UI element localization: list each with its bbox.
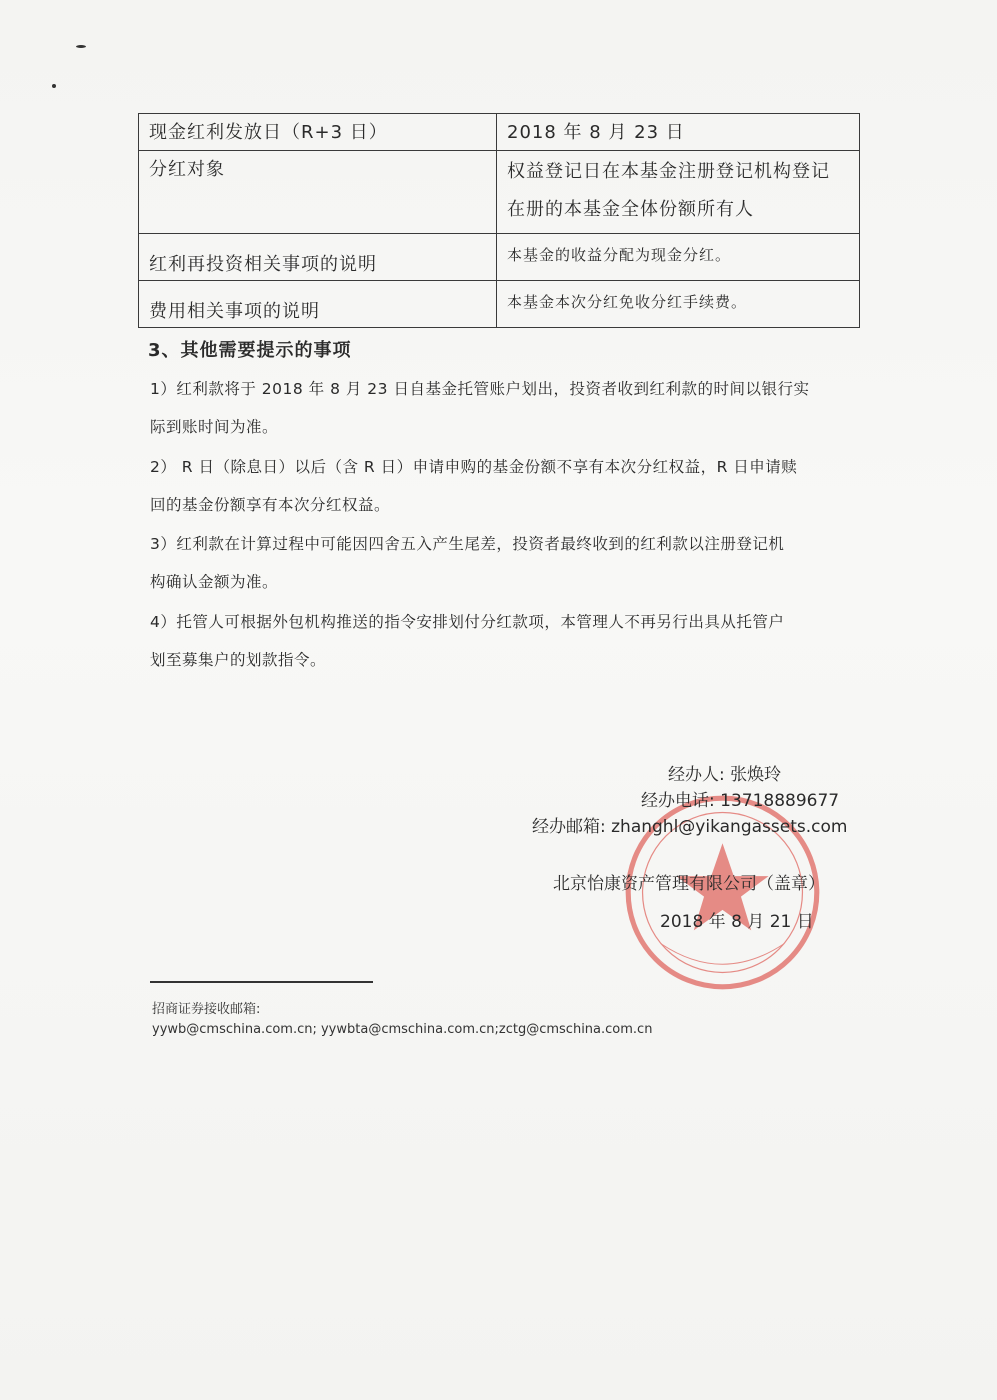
handler-email: 经办邮箱: zhanghl@yikangassets.com: [532, 817, 848, 837]
list-item: [150, 370, 850, 446]
table-cell-value: 2018 年 8 月 23 日: [497, 114, 860, 151]
item-line: 际到账时间为准。: [150, 418, 279, 436]
table-cell-value: 本基金的收益分配为现金分红。: [497, 234, 860, 281]
list-item: [150, 448, 850, 524]
table-cell-label: 分红对象: [139, 151, 497, 234]
list-item: [150, 525, 850, 601]
table-row: [139, 151, 860, 234]
footnote-divider: [150, 981, 373, 983]
footnote-label: 招商证券接收邮箱:: [152, 1002, 261, 1017]
handler-phone: 经办电话: 13718889677: [641, 791, 840, 811]
handler-name: 经办人: 张焕玲: [668, 765, 782, 785]
table-row: [139, 234, 860, 281]
item-line: 划至募集户的划款指令。: [150, 651, 327, 669]
table-cell-label: 红利再投资相关事项的说明: [139, 234, 497, 281]
section-title: 3、其他需要提示的事项: [148, 340, 352, 361]
signature-date: 2018 年 8 月 21 日: [660, 912, 814, 932]
dividend-info-table: [138, 113, 860, 328]
table-row: [139, 114, 860, 151]
table-cell-value: 本基金本次分红免收分红手续费。: [497, 281, 860, 328]
scan-speck: [52, 84, 56, 88]
item-line: 3）红利款在计算过程中可能因四舍五入产生尾差，投资者最终收到的红利款以注册登记机: [150, 535, 785, 553]
value-line: 在册的本基金全体份额所有人: [507, 199, 754, 220]
table-cell-value: [497, 151, 860, 234]
company-name: 北京怡康资产管理有限公司（盖章）: [553, 874, 825, 894]
scan-speck: [76, 45, 86, 48]
list-item: [150, 603, 850, 679]
table-cell-label: 现金红利发放日（R+3 日）: [139, 114, 497, 151]
table-row: [139, 281, 860, 328]
footnote-emails: yywb@cmschina.com.cn; yywbta@cmschina.com.cn;zctg@cmschina.com.cn: [152, 1022, 653, 1037]
item-line: 4）托管人可根据外包机构推送的指令安排划付分红款项，本管理人不再另行出具从托管户: [150, 613, 785, 631]
item-line: 1）红利款将于 2018 年 8 月 23 日自基金托管账户划出，投资者收到红利款的时间以银行实: [150, 380, 810, 398]
table-cell-label: 费用相关事项的说明: [139, 281, 497, 328]
item-line: 构确认金额为准。: [150, 573, 279, 591]
item-line: 回的基金份额享有本次分红权益。: [150, 496, 391, 514]
value-line: 权益登记日在本基金注册登记机构登记: [507, 161, 830, 182]
item-line: 2） R 日（除息日）以后（含 R 日）申请申购的基金份额不享有本次分红权益，R 日申请赎: [150, 458, 798, 476]
